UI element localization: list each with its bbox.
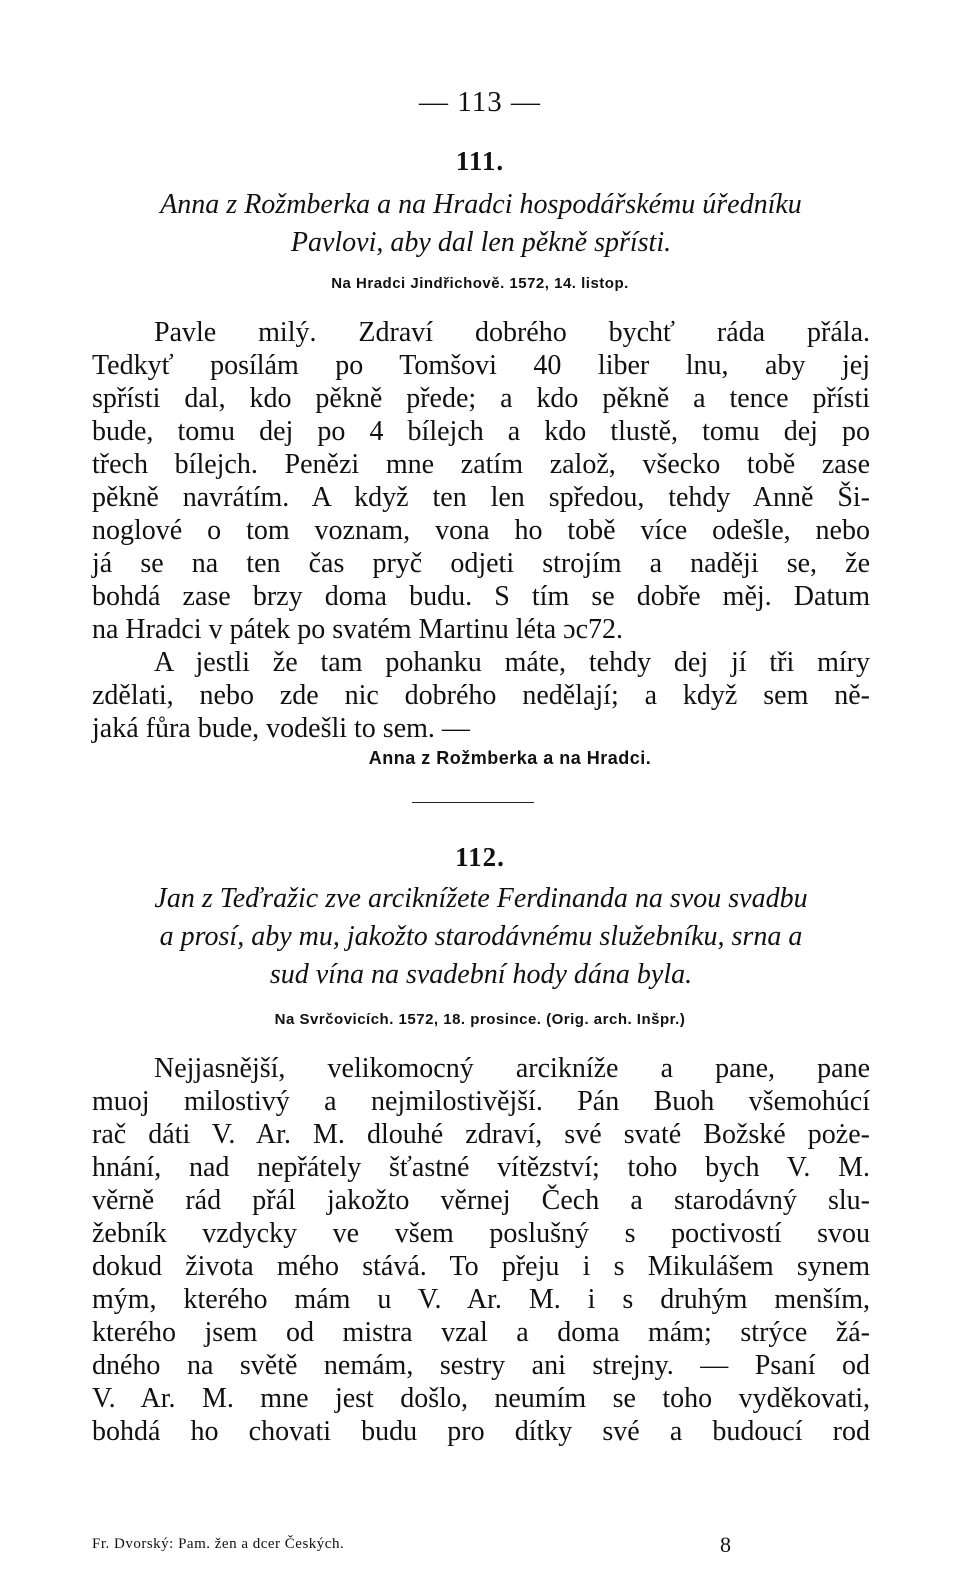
book-signature-line: Fr. Dvorský: Pam. žen a dcer Českých. [92,1536,345,1552]
body-line: spřísti dal, kdo pěkně přede; a kdo pěkně a tence přísti [92,383,870,414]
body-line: muoj milostivý a nejmilostivější. Pán Buoh všemohúcí [92,1086,870,1117]
letter-heading [92,186,870,262]
place-and-date: Na Svrčovicích. 1572, 18. prosince. (Orig. arch. Inšpr.) [274,1011,686,1028]
body-line: V. Ar. M. mne jest došlo, neumím se toho vyděkovati, [92,1383,870,1414]
body-line: zdělati, nebo zde nic dobrého nedělají; a když sem ně- [92,680,870,711]
page-number: — 113 — [419,86,541,118]
letter-body [92,316,870,745]
body-line: třech bílejch. Penězi mne zatím založ, všecko tobě zase [92,449,870,480]
letter-body [92,1052,870,1448]
body-line: mým, kterého mám u V. Ar. M. i s druhým menším, [92,1284,870,1315]
body-line: bohdá zase brzy doma budu. S tím se dobře měj. Datum [92,581,870,612]
body-line: jaká fůra bude, vodešli to sem. — [92,713,470,744]
body-line: na Hradci v pátek po svatém Martinu léta ɔc72. [92,614,624,645]
body-line: Nejjasnější, velikomocný arcikníže a pane, pane [154,1053,870,1084]
body-line: věrně rád přál jakožto věrnej Čech a starodávný slu- [92,1185,870,1216]
body-line: rač dáti V. Ar. M. dlouhé zdraví, své svaté Božské poże- [92,1119,870,1150]
heading-line: sud vína na svadební hody dána byla. [269,959,693,990]
section-divider [412,802,534,803]
heading-line: Anna z Rožmberka a na Hradci hospodářskému úředníku [160,189,802,220]
letter-number: 111. [455,146,505,176]
heading-line: Pavlovi, aby dal len pěkně spřísti. [290,227,672,258]
body-line: dného na světě nemám, sestry ani strejny. — Psaní od [92,1350,870,1381]
letter-heading [92,880,870,994]
body-line: noglové o tom voznam, vona ho tobě více odešle, nebo [92,515,870,546]
body-line: bude, tomu dej po 4 bílejch a kdo tlustě, tomu dej po [92,416,870,447]
body-line: bohdá ho chovati budu pro dítky své a budoucí rod [92,1416,870,1447]
sheet-mark: 8 [720,1532,732,1557]
body-line: kterého jsem od mistra vzal a doma mám; strýce žá- [92,1317,870,1348]
body-line: Tedkyť posílám po Tomšovi 40 liber lnu, aby jej [92,350,870,381]
body-line: A jestli že tam pohanku máte, tehdy dej jí tři míry [154,647,870,678]
body-line: já se na ten čas pryč odjeti strojím a naději se, že [92,548,870,579]
body-line: hnání, nad nepřátely šťastné vítězství; toho bych V. M. [92,1152,870,1183]
body-line: Pavle milý. Zdraví dobrého bychť ráda přála. [154,317,870,348]
body-line: pěkně navrátím. A když ten len spředou, tehdy Anně Ši- [92,482,870,513]
place-and-date: Na Hradci Jindřichově. 1572, 14. listop. [331,275,629,292]
body-line: žebník vzdycky ve všem poslušný s poctivostí svou [92,1218,870,1249]
heading-line: Jan z Teďražic zve arciknížete Ferdinanda na svou svadbu [154,883,808,914]
letter-number: 112. [455,842,505,872]
heading-line: a prosí, aby mu, jakožto starodávnému služebníku, srna a [159,921,803,952]
body-line: dokud života mého stává. To přeju i s Mikulášem synem [92,1251,870,1282]
signature: Anna z Rožmberka a na Hradci. [368,748,652,768]
